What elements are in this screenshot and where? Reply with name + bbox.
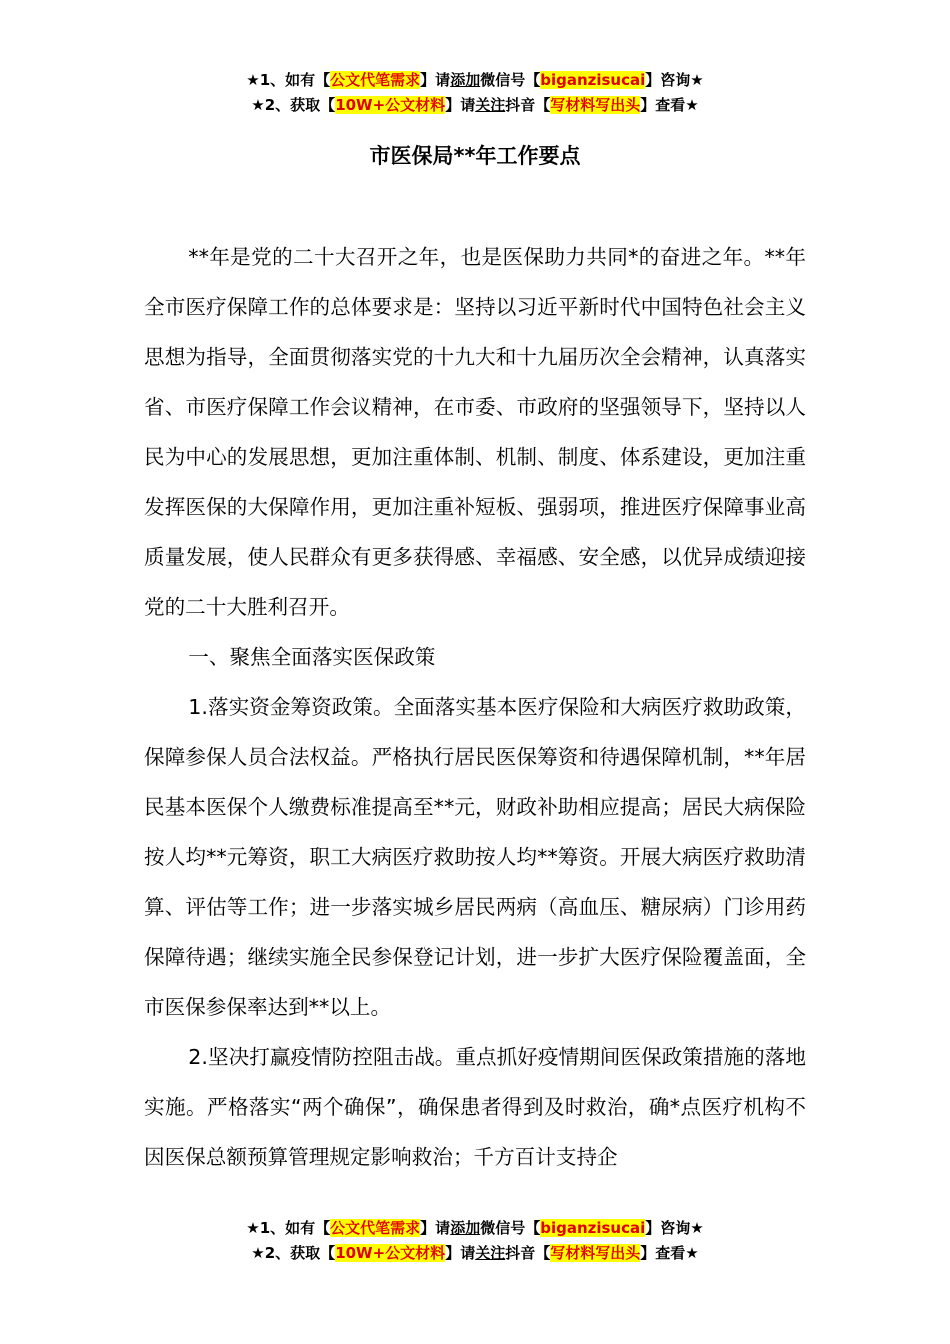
banner-underlined: 关注: [475, 1244, 506, 1262]
banner-text: 】请: [445, 1244, 476, 1262]
banner-highlight: 公文代笔需求: [330, 71, 421, 89]
banner-highlight: 公文代笔需求: [330, 1219, 421, 1237]
banner-underlined: 添加: [450, 1219, 481, 1237]
banner-highlight: 10W+公文材料: [335, 96, 446, 114]
banner-underlined: 关注: [475, 96, 506, 114]
paragraph-item-2: 2.坚决打赢疫情防控阻击战。重点抓好疫情期间医保政策措施的落地实施。严格落实“两个确保”，确保患者得到及时救治，确*点医疗机构不因医保总额预算管理规定影响救治；千方百计支持企: [144, 1045, 806, 1169]
paragraph-intro: **年是党的二十大召开之年，也是医保助力共同*的奋进之年。**年全市医疗保障工作的总体要求是：坚持以习近平新时代中国特色社会主义思想为指导，全面贯彻落实党的十九大和十九届历次全会精神，认真落实省、市医疗保障工作会议精神，在市委、市政府的坚强领导下，坚持以人民为中心的发展思想，更加注重体制、机制、制度、体系建设，更加注重发挥医保的大保障作用，更加注重补短板、强弱项，推进医疗保障事业高质量发展，使人民群众有更多获得感、幸福感、安全感，以优异成绩迎接党的二十大胜利召开。: [144, 245, 806, 619]
section-heading-1: 一、聚焦全面落实医保政策: [188, 645, 436, 669]
document-title: 市医保局**年工作要点: [369, 144, 581, 168]
banner-highlight: biganzisucai: [540, 71, 646, 89]
paragraph-item-1: 1.落实资金筹资政策。全面落实基本医疗保险和大病医疗救助政策，保障参保人员合法权益。严格执行居民医保筹资和待遇保障机制，**年居民基本医保个人缴费标准提高至**元，财政补助相应提高；居民大病保险按人均**元筹资，职工大病医疗救助按人均**筹资。开展大病医疗救助清算、评估等工作；进一步落实城乡居民两病（高血压、糖尿病）门诊用药保障待遇；继续实施全民参保登记计划，进一步扩大医疗保险覆盖面，全市医保参保率达到**以上。: [144, 695, 806, 1019]
banner-line-2: [0, 1241, 950, 1266]
bottom-banner: [0, 1216, 950, 1266]
banner-text: 抖音【: [505, 1244, 551, 1262]
banner-text: ★2、获取【: [251, 96, 336, 114]
banner-text: ★2、获取【: [251, 1244, 336, 1262]
banner-highlight: biganzisucai: [540, 1219, 646, 1237]
banner-text: ★1、如有【: [246, 71, 331, 89]
banner-text: 微信号【: [480, 1219, 541, 1237]
banner-text: 】请: [420, 1219, 451, 1237]
banner-line-2: [0, 93, 950, 118]
banner-text: 】查看★: [640, 96, 699, 114]
banner-text: 】咨询★: [645, 71, 704, 89]
banner-line-1: [0, 1216, 950, 1241]
banner-highlight: 10W+公文材料: [335, 1244, 446, 1262]
banner-text: 】请: [420, 71, 451, 89]
banner-text: 】咨询★: [645, 1219, 704, 1237]
banner-highlight: 写材料写出头: [550, 96, 641, 114]
document-body: [144, 232, 806, 1182]
banner-highlight: 写材料写出头: [550, 1244, 641, 1262]
banner-underlined: 添加: [450, 71, 481, 89]
top-banner: [0, 68, 950, 118]
banner-text: 微信号【: [480, 71, 541, 89]
banner-text: ★1、如有【: [246, 1219, 331, 1237]
banner-text: 】请: [445, 96, 476, 114]
banner-text: 】查看★: [640, 1244, 699, 1262]
banner-text: 抖音【: [505, 96, 551, 114]
banner-line-1: [0, 68, 950, 93]
